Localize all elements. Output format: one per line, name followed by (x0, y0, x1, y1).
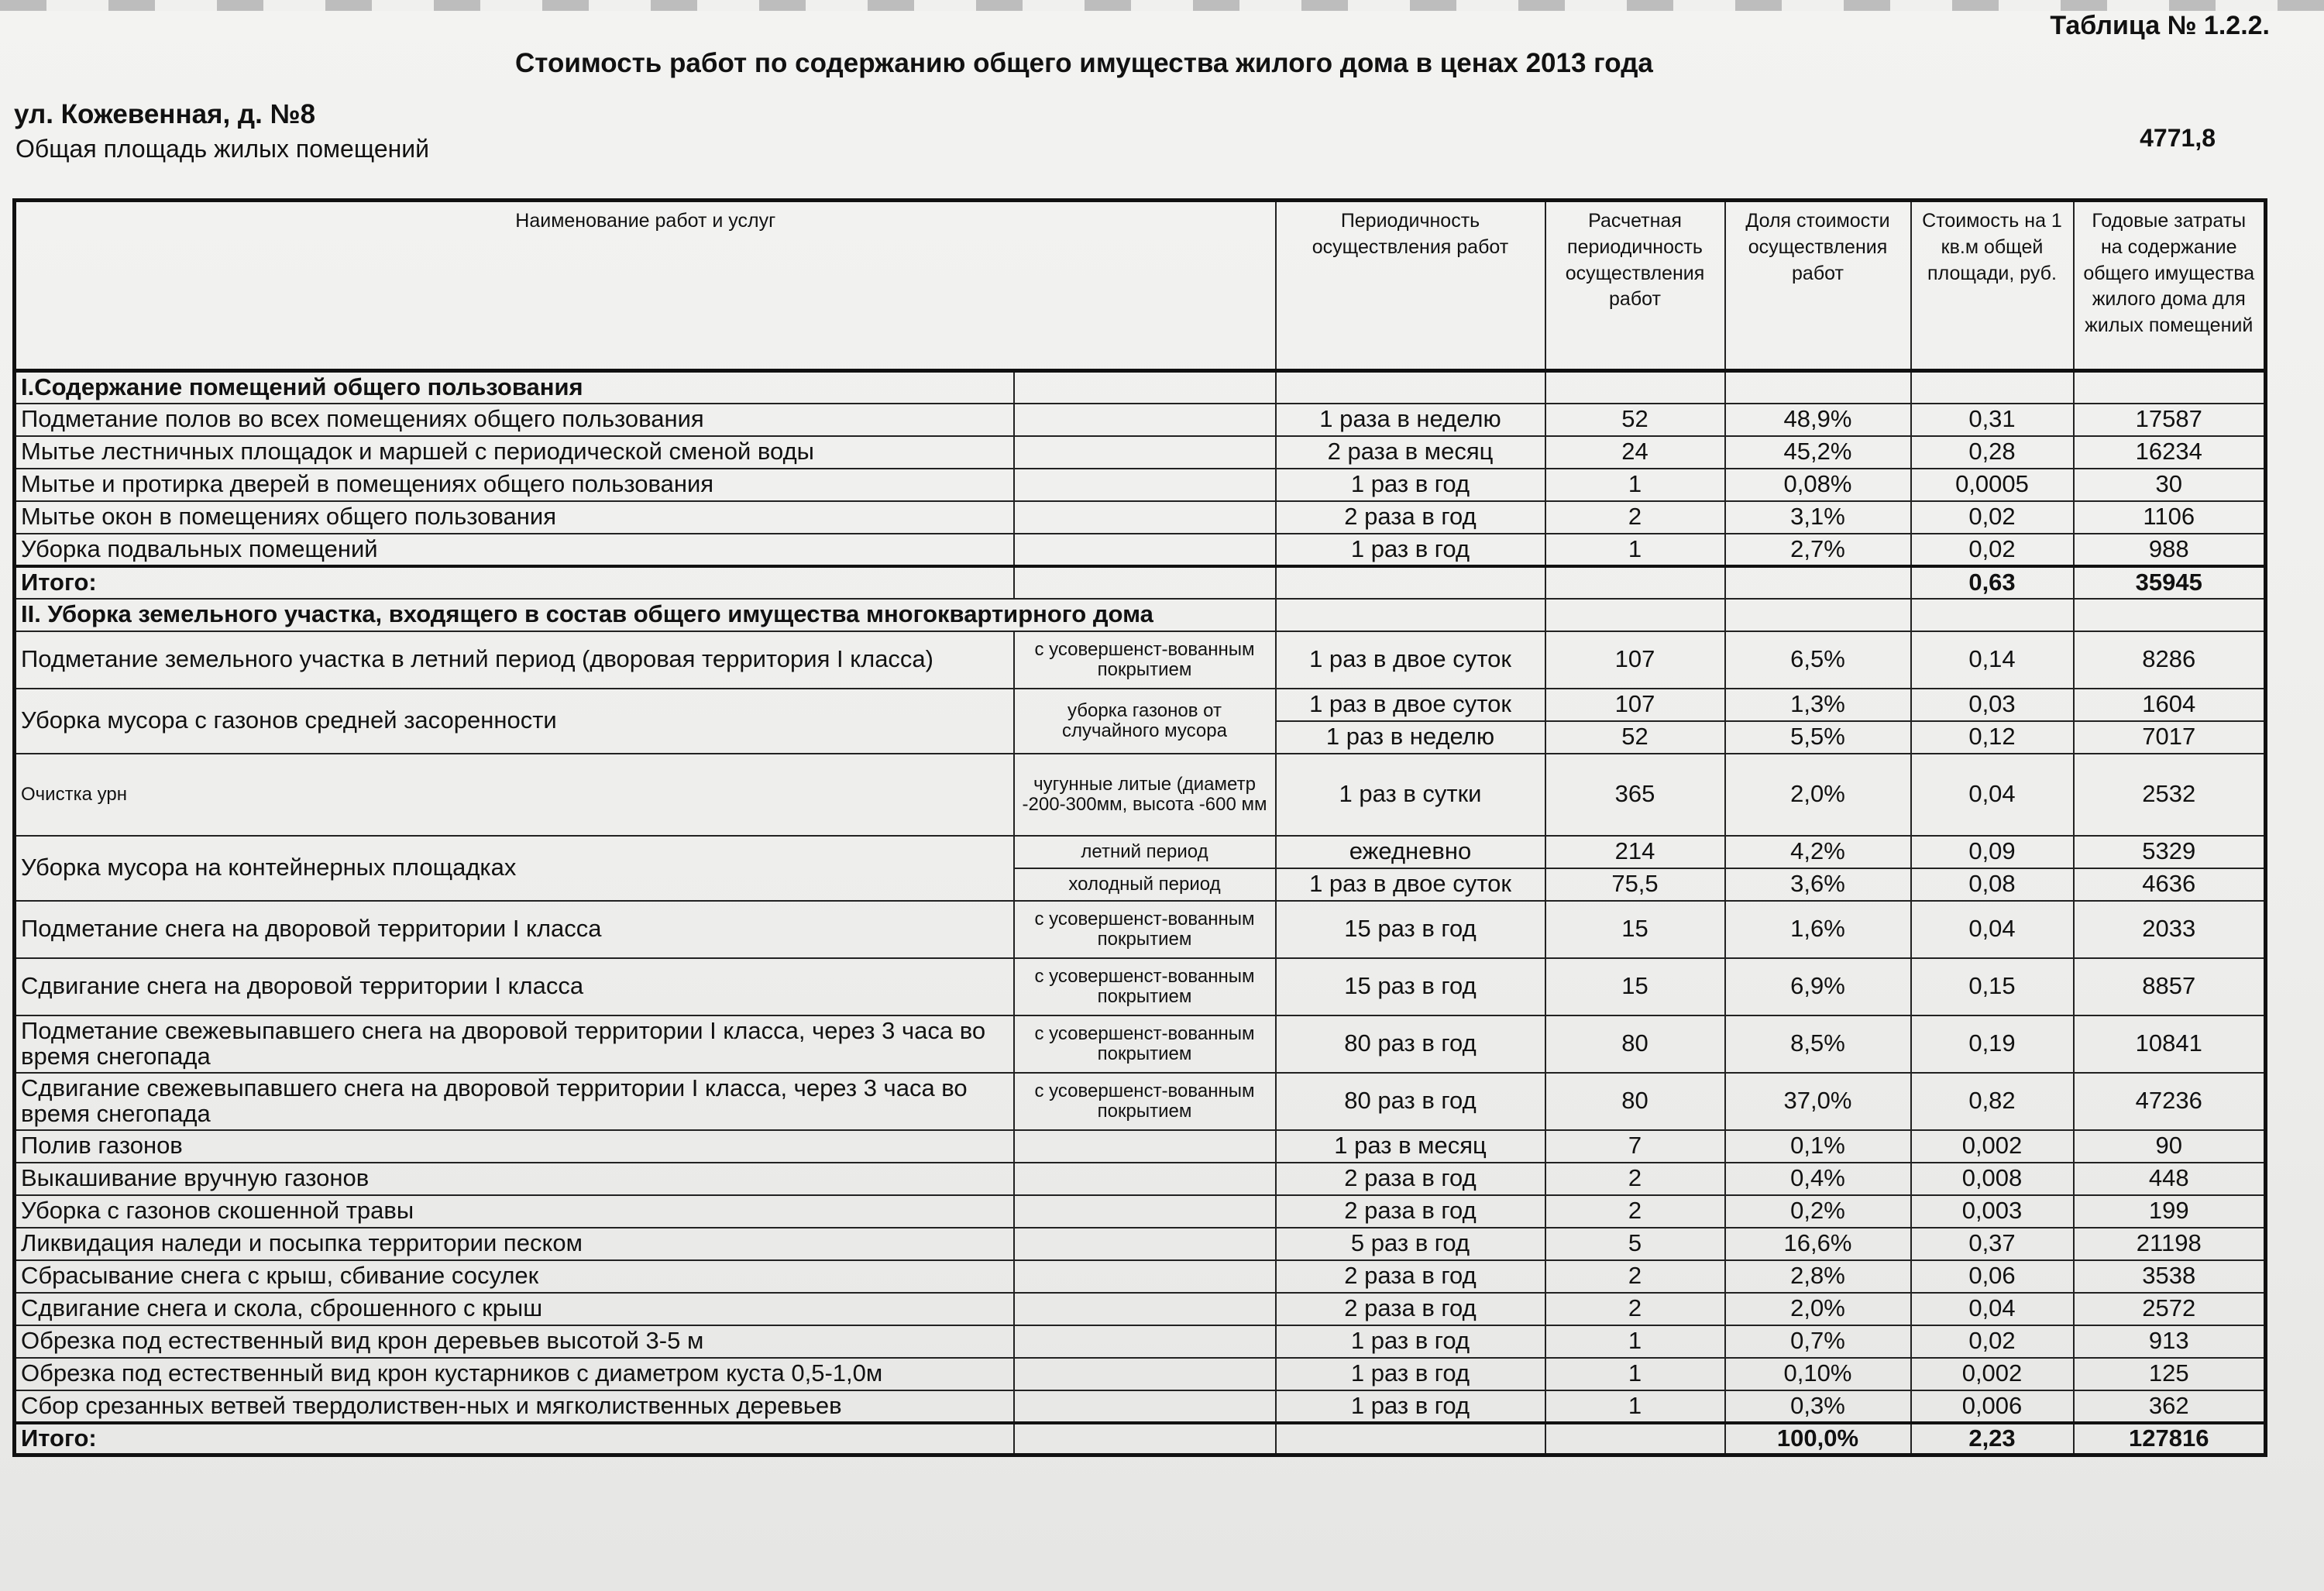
row-calc: 52 (1545, 404, 1725, 436)
row-annual: 90 (2074, 1130, 2266, 1163)
row-name: Подметание снега на дворовой территории I класса (15, 901, 1014, 958)
row-annual: 2572 (2074, 1293, 2266, 1325)
row-cost: 0,002 (1911, 1358, 2074, 1390)
total-share: 100,0% (1725, 1423, 1911, 1455)
area-value: 4771,8 (2140, 124, 2216, 152)
row-period: 80 раз в год (1276, 1015, 1545, 1073)
row-subtype: летний период (1014, 836, 1276, 868)
row-period: 1 раз в неделю (1276, 721, 1545, 754)
row-calc: 75,5 (1545, 868, 1725, 901)
page-title: Стоимость работ по содержанию общего имущества жилого дома в ценах 2013 года (515, 48, 1653, 78)
subtotal-label: Итого: (15, 566, 1014, 599)
section-2-title: II. Уборка земельного участка, входящего в состав общего имущества многоквартирного дома (15, 599, 1276, 631)
row-name: Уборка подвальных помещений (15, 534, 1014, 566)
row-subtype: с усовершенст-вованным покрытием (1014, 631, 1276, 689)
row-calc: 1 (1545, 1390, 1725, 1423)
row-annual: 125 (2074, 1358, 2266, 1390)
row-name: Сбор срезанных ветвей твердолиствен-ных и мягколиственных деревьев (15, 1390, 1014, 1423)
row-cost: 0,82 (1911, 1073, 2074, 1130)
table-row (15, 1073, 2266, 1130)
row-cost: 0,15 (1911, 958, 2074, 1015)
row-period: 1 раз в год (1276, 1390, 1545, 1423)
row-subtype: холодный период (1014, 868, 1276, 901)
row-name: Уборка мусора с газонов средней засоренности (15, 689, 1014, 754)
section-title-row (15, 371, 2266, 404)
row-share: 0,2% (1725, 1195, 1911, 1228)
total-label: Итого: (15, 1423, 1014, 1455)
section-title-row (15, 599, 2266, 631)
table-row (15, 436, 2266, 469)
table-number: Таблица № 1.2.2. (2050, 11, 2270, 40)
row-cost: 0,08 (1911, 868, 2074, 901)
row-name: Сбрасывание снега с крыш, сбивание сосулек (15, 1260, 1014, 1293)
table-row (15, 836, 2266, 868)
col-annual-header: Годовые затраты на содержание общего имущества жилого дома для жилых помещений (2074, 201, 2266, 371)
row-calc: 52 (1545, 721, 1725, 754)
row-cost: 0,008 (1911, 1163, 2074, 1195)
table-row (15, 1390, 2266, 1423)
row-calc: 1 (1545, 1325, 1725, 1358)
row-annual: 5329 (2074, 836, 2266, 868)
row-cost: 0,06 (1911, 1260, 2074, 1293)
row-share: 0,4% (1725, 1163, 1911, 1195)
row-period: 1 раз в двое суток (1276, 689, 1545, 721)
row-name: Мытье окон в помещениях общего пользования (15, 501, 1014, 534)
table-row (15, 1163, 2266, 1195)
row-calc: 214 (1545, 836, 1725, 868)
row-period: ежедневно (1276, 836, 1545, 868)
table-row (15, 1228, 2266, 1260)
row-share: 6,5% (1725, 631, 1911, 689)
row-share: 3,6% (1725, 868, 1911, 901)
row-annual: 4636 (2074, 868, 2266, 901)
row-cost: 0,19 (1911, 1015, 2074, 1073)
row-annual: 2033 (2074, 901, 2266, 958)
row-cost: 0,03 (1911, 689, 2074, 721)
row-calc: 5 (1545, 1228, 1725, 1260)
row-share: 2,0% (1725, 1293, 1911, 1325)
binding-edge (0, 0, 2324, 11)
row-period: 2 раза в год (1276, 1195, 1545, 1228)
row-name: Подметание земельного участка в летний период (дворовая территория I класса) (15, 631, 1014, 689)
row-period: 1 раза в неделю (1276, 404, 1545, 436)
row-period: 5 раз в год (1276, 1228, 1545, 1260)
row-period: 1 раз в месяц (1276, 1130, 1545, 1163)
row-name: Мытье лестничных площадок и маршей с периодической сменой воды (15, 436, 1014, 469)
row-share: 1,3% (1725, 689, 1911, 721)
table-row (15, 1130, 2266, 1163)
subtotal-annual: 35945 (2074, 566, 2266, 599)
row-calc: 80 (1545, 1073, 1725, 1130)
row-share: 0,7% (1725, 1325, 1911, 1358)
table-row (15, 958, 2266, 1015)
row-share: 0,08% (1725, 469, 1911, 501)
row-name: Ликвидация наледи и посыпка территории песком (15, 1228, 1014, 1260)
row-name: Подметание свежевыпавшего снега на дворовой территории I класса, через 3 часа во время снегопада (15, 1015, 1014, 1073)
subtotal-row (15, 566, 2266, 599)
row-cost: 0,04 (1911, 754, 2074, 836)
row-annual: 199 (2074, 1195, 2266, 1228)
row-name: Уборка мусора на контейнерных площадках (15, 836, 1014, 901)
row-cost: 0,09 (1911, 836, 2074, 868)
row-annual: 1106 (2074, 501, 2266, 534)
row-calc: 15 (1545, 901, 1725, 958)
row-share: 0,10% (1725, 1358, 1911, 1390)
row-cost: 0,04 (1911, 901, 2074, 958)
row-calc: 2 (1545, 1260, 1725, 1293)
total-annual: 127816 (2074, 1423, 2266, 1455)
row-cost: 0,002 (1911, 1130, 2074, 1163)
col-calc-periodicity-header: Расчетная периодичность осуществления работ (1545, 201, 1725, 371)
row-share: 48,9% (1725, 404, 1911, 436)
row-name: Полив газонов (15, 1130, 1014, 1163)
row-period: 1 раз в двое суток (1276, 868, 1545, 901)
row-cost: 0,02 (1911, 1325, 2074, 1358)
row-calc: 107 (1545, 689, 1725, 721)
row-annual: 30 (2074, 469, 2266, 501)
row-name: Сдвигание снега и скола, сброшенного с крыш (15, 1293, 1014, 1325)
row-name: Подметание полов во всех помещениях общего пользования (15, 404, 1014, 436)
table-row (15, 534, 2266, 566)
row-calc: 365 (1545, 754, 1725, 836)
row-annual: 10841 (2074, 1015, 2266, 1073)
row-annual: 2532 (2074, 754, 2266, 836)
row-period: 1 раз в год (1276, 469, 1545, 501)
row-share: 4,2% (1725, 836, 1911, 868)
row-share: 2,8% (1725, 1260, 1911, 1293)
row-name: Мытье и протирка дверей в помещениях общего пользования (15, 469, 1014, 501)
row-share: 3,1% (1725, 501, 1911, 534)
row-annual: 988 (2074, 534, 2266, 566)
table-row (15, 1325, 2266, 1358)
row-share: 45,2% (1725, 436, 1911, 469)
row-period: 1 раз в сутки (1276, 754, 1545, 836)
row-period: 1 раз в год (1276, 1325, 1545, 1358)
row-name: Обрезка под естественный вид крон кустарников с диаметром куста 0,5-1,0м (15, 1358, 1014, 1390)
row-period: 2 раза в год (1276, 501, 1545, 534)
row-cost: 0,02 (1911, 501, 2074, 534)
row-calc: 1 (1545, 469, 1725, 501)
row-cost: 0,37 (1911, 1228, 2074, 1260)
row-subtype: с усовершенст-вованным покрытием (1014, 901, 1276, 958)
table-row (15, 1293, 2266, 1325)
row-calc: 1 (1545, 1358, 1725, 1390)
grand-total-row (15, 1423, 2266, 1455)
row-cost: 0,28 (1911, 436, 2074, 469)
row-calc: 80 (1545, 1015, 1725, 1073)
row-period: 1 раз в год (1276, 1358, 1545, 1390)
header-row (15, 201, 2266, 371)
row-annual: 1604 (2074, 689, 2266, 721)
row-calc: 2 (1545, 501, 1725, 534)
table-row (15, 754, 2266, 836)
row-subtype: чугунные литые (диаметр -200-300мм, высота -600 мм (1014, 754, 1276, 836)
table-row (15, 469, 2266, 501)
row-period: 15 раз в год (1276, 901, 1545, 958)
row-cost: 0,12 (1911, 721, 2074, 754)
row-subtype: с усовершенст-вованным покрытием (1014, 958, 1276, 1015)
row-calc: 2 (1545, 1163, 1725, 1195)
row-period: 80 раз в год (1276, 1073, 1545, 1130)
row-cost: 0,14 (1911, 631, 2074, 689)
row-period: 1 раз в год (1276, 534, 1545, 566)
row-subtype: уборка газонов от случайного мусора (1014, 689, 1276, 754)
row-name: Сдвигание снега на дворовой территории I класса (15, 958, 1014, 1015)
row-annual: 47236 (2074, 1073, 2266, 1130)
area-label: Общая площадь жилых помещений (15, 135, 430, 163)
row-annual: 21198 (2074, 1228, 2266, 1260)
row-share: 2,0% (1725, 754, 1911, 836)
table-row (15, 501, 2266, 534)
section-1-title: I.Содержание помещений общего пользования (15, 371, 1014, 404)
row-calc: 24 (1545, 436, 1725, 469)
row-calc: 7 (1545, 1130, 1725, 1163)
row-calc: 1 (1545, 534, 1725, 566)
table-row (15, 404, 2266, 436)
row-period: 1 раз в двое суток (1276, 631, 1545, 689)
row-share: 5,5% (1725, 721, 1911, 754)
row-annual: 8857 (2074, 958, 2266, 1015)
row-cost: 0,003 (1911, 1195, 2074, 1228)
row-cost: 0,006 (1911, 1390, 2074, 1423)
table-row (15, 901, 2266, 958)
table-row (15, 1015, 2266, 1073)
row-annual: 16234 (2074, 436, 2266, 469)
row-period: 2 раза в год (1276, 1260, 1545, 1293)
row-share: 0,1% (1725, 1130, 1911, 1163)
row-calc: 15 (1545, 958, 1725, 1015)
row-annual: 913 (2074, 1325, 2266, 1358)
row-name: Выкашивание вручную газонов (15, 1163, 1014, 1195)
cost-table (12, 198, 2267, 1457)
row-share: 0,3% (1725, 1390, 1911, 1423)
row-cost: 0,04 (1911, 1293, 2074, 1325)
row-cost: 0,0005 (1911, 469, 2074, 501)
row-period: 2 раза в месяц (1276, 436, 1545, 469)
row-share: 37,0% (1725, 1073, 1911, 1130)
row-name: Уборка с газонов скошенной травы (15, 1195, 1014, 1228)
table-row (15, 689, 2266, 721)
row-name: Сдвигание свежевыпавшего снега на дворовой территории I класса, через 3 часа во время снегопада (15, 1073, 1014, 1130)
table-row (15, 1195, 2266, 1228)
total-cost: 2,23 (1911, 1423, 2074, 1455)
row-name: Очистка урн (15, 754, 1014, 836)
col-cost-header: Стоимость на 1 кв.м общей площади, руб. (1911, 201, 2074, 371)
row-share: 6,9% (1725, 958, 1911, 1015)
col-periodicity-header: Периодичность осуществления работ (1276, 201, 1545, 371)
table-row (15, 631, 2266, 689)
row-subtype: с усовершенст-вованным покрытием (1014, 1015, 1276, 1073)
row-annual: 3538 (2074, 1260, 2266, 1293)
row-calc: 107 (1545, 631, 1725, 689)
row-share: 2,7% (1725, 534, 1911, 566)
subtotal-cost: 0,63 (1911, 566, 2074, 599)
row-cost: 0,02 (1911, 534, 2074, 566)
col-share-header: Доля стоимости осуществления работ (1725, 201, 1911, 371)
row-share: 8,5% (1725, 1015, 1911, 1073)
row-calc: 2 (1545, 1195, 1725, 1228)
row-calc: 2 (1545, 1293, 1725, 1325)
table-row (15, 1260, 2266, 1293)
row-cost: 0,31 (1911, 404, 2074, 436)
row-period: 2 раза в год (1276, 1293, 1545, 1325)
row-share: 16,6% (1725, 1228, 1911, 1260)
row-period: 2 раза в год (1276, 1163, 1545, 1195)
row-period: 15 раз в год (1276, 958, 1545, 1015)
col-name-header: Наименование работ и услуг (15, 201, 1276, 371)
address: ул. Кожевенная, д. №8 (14, 99, 316, 129)
row-annual: 17587 (2074, 404, 2266, 436)
table-row (15, 1358, 2266, 1390)
row-subtype: с усовершенст-вованным покрытием (1014, 1073, 1276, 1130)
row-name: Обрезка под естественный вид крон деревьев высотой 3-5 м (15, 1325, 1014, 1358)
row-share: 1,6% (1725, 901, 1911, 958)
row-annual: 8286 (2074, 631, 2266, 689)
row-annual: 362 (2074, 1390, 2266, 1423)
row-annual: 7017 (2074, 721, 2266, 754)
row-annual: 448 (2074, 1163, 2266, 1195)
